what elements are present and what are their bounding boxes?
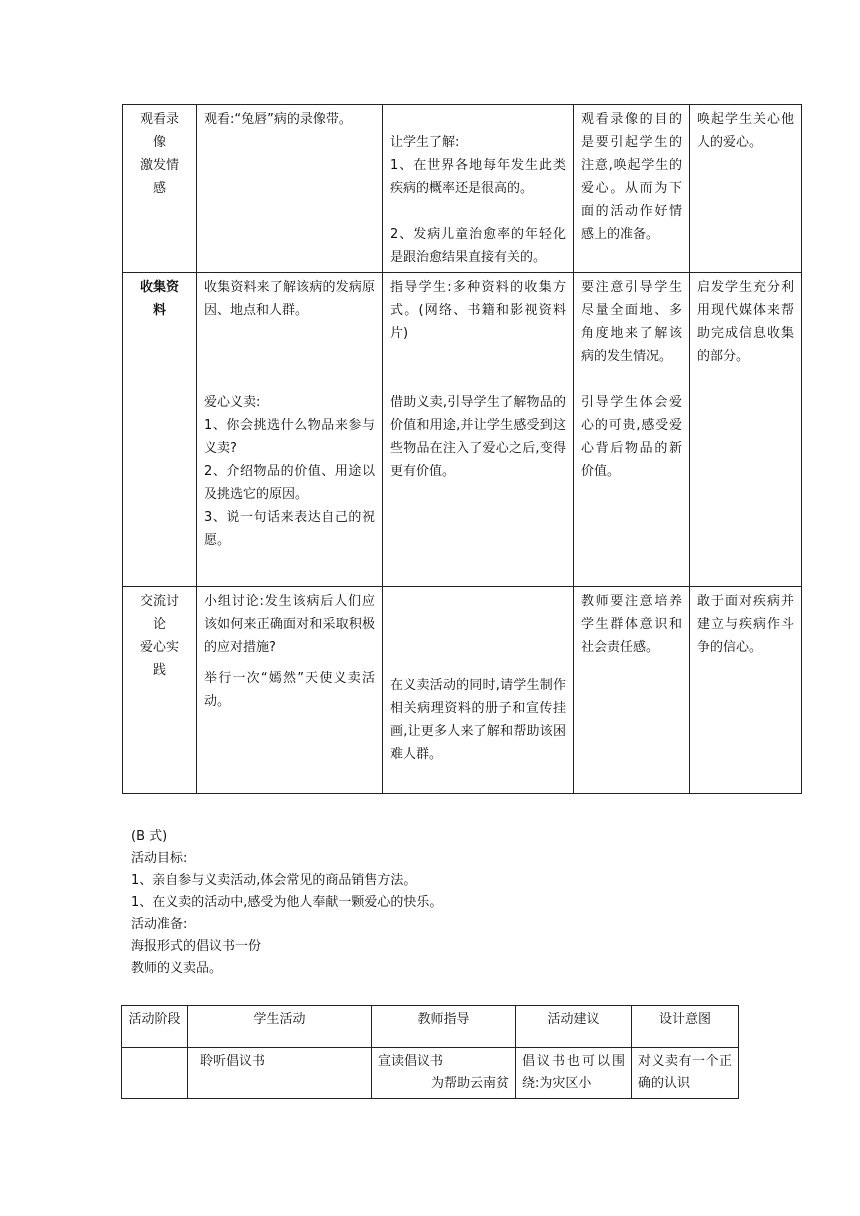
stage-text: 收集资 <box>139 280 179 295</box>
teacher-text: 在义卖活动的同时,请学生制作相关病理资料的册子和宣传挂画,让更多人来了解和帮助该困难人群。 <box>390 678 566 762</box>
stage-cell <box>123 105 197 273</box>
student-activity-cell <box>188 1048 372 1099</box>
student-text: 聆听倡议书 <box>200 1054 266 1069</box>
column-header <box>372 1006 516 1048</box>
teacher-guidance-cell <box>383 587 574 794</box>
teacher-text: 让学生了解: <box>390 135 460 150</box>
prep-item: 海报形式的倡议书一份 <box>131 939 262 954</box>
suggestion-text: 要注意引导学生尽量全面地、多角度地来了解该病的发生情况。 <box>581 280 682 364</box>
column-header <box>188 1006 372 1048</box>
column-header <box>122 1006 188 1048</box>
table-row <box>123 587 802 794</box>
stage-text: 论 <box>152 617 166 632</box>
stage-text: 感 <box>152 181 166 196</box>
goal-item: 1、在义卖的活动中,感受为他人奉献一颗爱心的快乐。 <box>131 895 443 910</box>
intent-cell <box>690 273 802 587</box>
suggestion-text: 引导学生体会爱心的可贵,感受爱心背后物品的新价值。 <box>581 395 682 479</box>
teacher-guidance-cell <box>372 1048 516 1099</box>
teacher-text: 为帮助云南贫 <box>430 1076 509 1091</box>
table-header-row <box>122 1006 739 1048</box>
student-activity-cell <box>197 273 383 587</box>
student-text: 爱心义卖: <box>204 395 261 410</box>
header-text: 设计意图 <box>658 1012 711 1027</box>
stage-text: 像 <box>152 135 166 150</box>
student-activity-cell <box>197 587 383 794</box>
stage-text: 激发情 <box>139 158 179 173</box>
student-text: 小组讨论:发生该病后人们应该如何来正确面对和采取积极的应对措施? <box>204 594 375 655</box>
student-text: 1、你会挑选什么物品来参与义卖? <box>204 418 375 456</box>
student-text: 3、说一句话来表达自己的祝愿。 <box>204 510 375 548</box>
stage-text: 料 <box>152 303 166 318</box>
table-row <box>123 105 802 273</box>
intent-text: 敢于面对疾病并建立与疾病作斗争的信心。 <box>697 594 794 655</box>
goal-item: 1、亲自参与义卖活动,体会常见的商品销售方法。 <box>131 873 417 888</box>
suggestion-cell <box>516 1048 632 1099</box>
teacher-text: 宣读倡议书 <box>378 1054 444 1069</box>
table-row <box>122 1048 739 1099</box>
stage-text: 交流讨 <box>139 594 179 609</box>
teacher-text: 指导学生:多种资料的收集方式。(网络、书籍和影视资料片) <box>390 280 566 341</box>
student-text: 收集资料来了解该病的发病原因、地点和人群。 <box>204 280 375 318</box>
column-header <box>632 1006 739 1048</box>
student-activity-cell <box>197 105 383 273</box>
stage-text: 观看录 <box>139 112 179 127</box>
student-text: 举行一次“嫣然”天使义卖活动。 <box>204 671 375 709</box>
section-b-heading: (B 式) <box>131 829 168 844</box>
stage-text: 践 <box>152 663 166 678</box>
header-text: 活动建议 <box>547 1012 600 1027</box>
section-b <box>131 826 442 980</box>
activity-table-b <box>121 1005 739 1099</box>
spacer <box>390 200 566 223</box>
suggestion-cell <box>574 105 690 273</box>
teacher-guidance-cell <box>383 105 574 273</box>
teacher-text: 1、在世界各地每年发生此类疾病的概率还是很高的。 <box>390 158 566 196</box>
spacer <box>390 345 566 391</box>
intent-text: 对义卖有一个正确的认识 <box>638 1054 732 1091</box>
suggestion-cell <box>574 587 690 794</box>
suggestion-text: 教师要注意培养学生群体意识和社会责任感。 <box>581 594 682 655</box>
student-text: 观看:“兔唇”病的录像带。 <box>204 112 352 127</box>
header-text: 学生活动 <box>253 1012 306 1027</box>
prep-item: 教师的义卖品。 <box>131 961 223 976</box>
table-row <box>123 273 802 587</box>
teacher-text: 2、发病儿童治愈率的年轻化是跟治愈结果直接有关的。 <box>390 227 566 265</box>
stage-text: 爱心实 <box>139 640 179 655</box>
spacer <box>204 659 375 667</box>
header-text: 活动阶段 <box>128 1012 181 1027</box>
prep-label: 活动准备: <box>131 917 188 932</box>
intent-text: 唤起学生关心他人的爱心。 <box>697 112 794 150</box>
stage-cell <box>123 273 197 587</box>
suggestion-cell <box>574 273 690 587</box>
student-text: 2、介绍物品的价值、用途以及挑选它的原因。 <box>204 464 375 502</box>
teacher-text: 借助义卖,引导学生了解物品的价值和用途,并让学生感受到这些物品在注入了爱心之后,变得更有价值。 <box>390 395 566 479</box>
goal-label: 活动目标: <box>131 851 188 866</box>
teacher-guidance-cell <box>383 273 574 587</box>
intent-text: 启发学生充分利用现代媒体来帮助完成信息收集的部分。 <box>697 280 794 364</box>
column-header <box>516 1006 632 1048</box>
activity-table-a <box>122 104 802 794</box>
intent-cell <box>690 105 802 273</box>
suggestion-text: 观看录像的目的是要引起学生的注意,唤起学生的爱心。从而为下面的活动作好情感上的准备。 <box>581 112 682 242</box>
suggestion-text: 倡议书也可以围绕:为灾区小 <box>522 1054 625 1091</box>
intent-cell <box>632 1048 739 1099</box>
intent-cell <box>690 587 802 794</box>
spacer <box>204 322 375 391</box>
spacer <box>581 368 682 391</box>
stage-cell <box>122 1048 188 1099</box>
stage-cell <box>123 587 197 794</box>
header-text: 教师指导 <box>417 1012 470 1027</box>
